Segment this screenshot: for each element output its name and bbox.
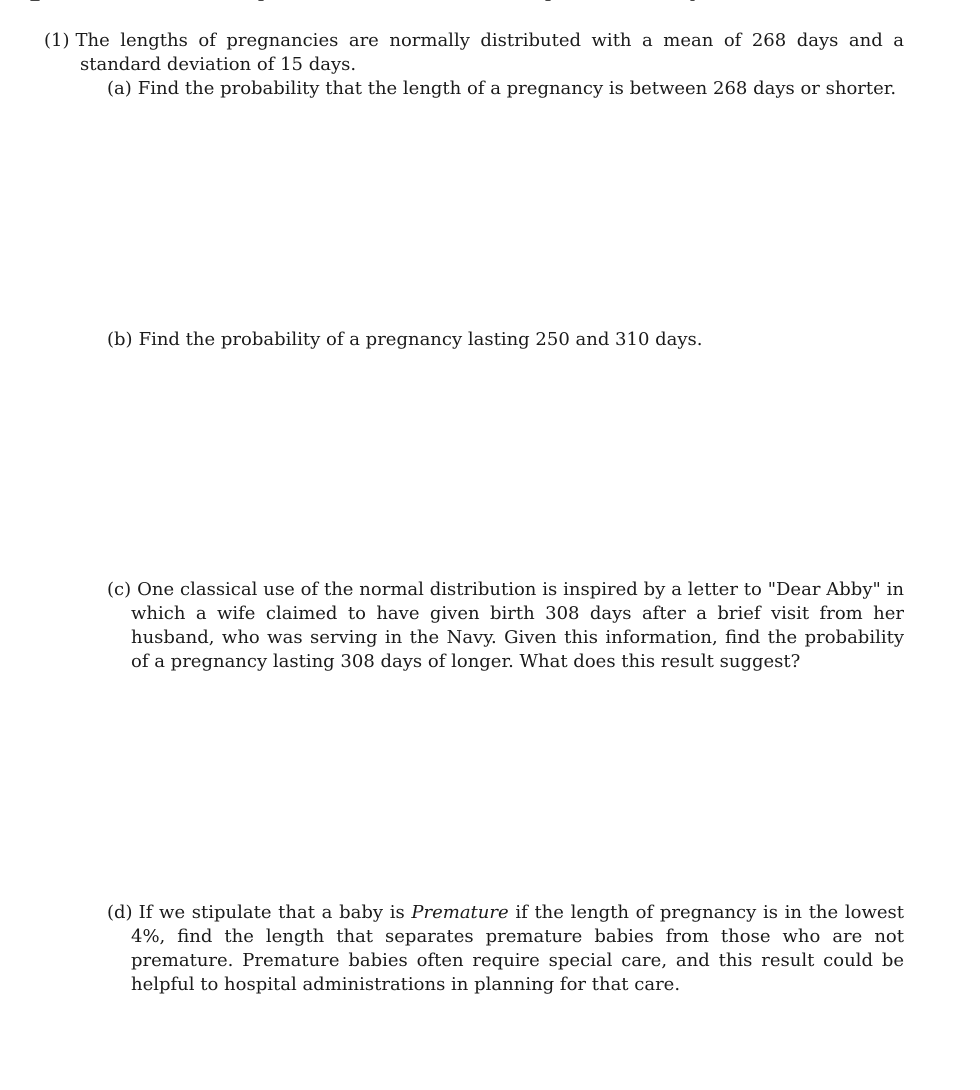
part-b-label: (b) xyxy=(107,329,133,350)
part-d-text-before: If we stipulate that a baby is xyxy=(138,902,405,923)
problem-text: The lengths of pregnancies are normally distributed with a mean of 268 days and a standard deviation of 15 days. xyxy=(75,30,904,75)
cropped-text-line xyxy=(0,0,980,6)
part-a xyxy=(107,77,904,101)
problem-statement xyxy=(44,29,904,77)
part-b xyxy=(107,328,904,352)
part-d-text-after: if the length of pregnancy is in the lowest 4%, find the length that separates premature babies from those who are not premature. Premature babies often require special care, and this result could be helpful to hospital administrations in planning for that care. xyxy=(131,902,904,995)
part-c-label: (c) xyxy=(107,579,132,600)
part-a-label: (a) xyxy=(107,78,132,99)
problem-number: (1) xyxy=(44,30,70,51)
part-b-text: Find the probability of a pregnancy lasting 250 and 310 days. xyxy=(138,329,703,350)
part-d-emphasis: Premature xyxy=(411,902,509,923)
part-d-label: (d) xyxy=(107,902,133,923)
part-c-text: One classical use of the normal distribution is inspired by a letter to "Dear Abby" in which a wife claimed to have given birth 308 days after a brief visit from her husband, who was serving in the Navy. Given this information, find the probability of a pregnancy lasting 308 days of longer. What does this result suggest? xyxy=(131,579,904,672)
part-c xyxy=(107,578,904,674)
part-a-text: Find the probability that the length of a pregnancy is between 268 days or shorter. xyxy=(137,78,897,99)
part-d xyxy=(107,901,904,997)
